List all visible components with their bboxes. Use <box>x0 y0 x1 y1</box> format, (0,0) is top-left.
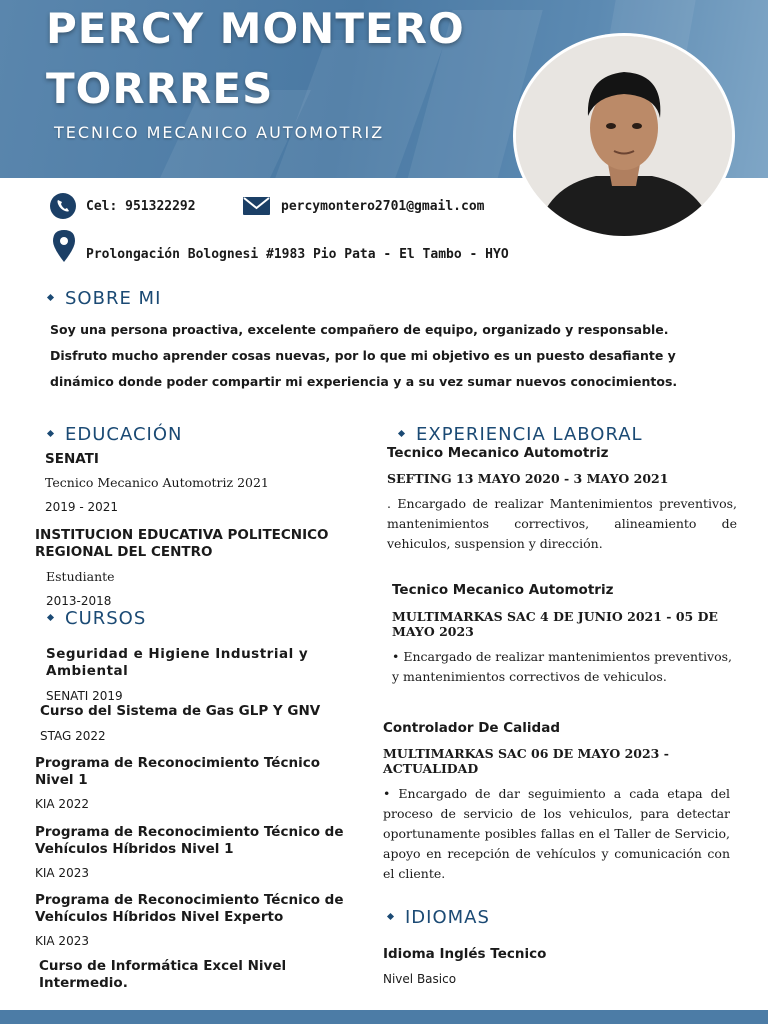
footer-bar <box>0 1010 768 1024</box>
experience-description: • Encargado de realizar mantenimientos preventivos, y mantenimientos correctivos de vehiculos. <box>392 649 733 684</box>
course-name: Seguridad e Higiene Industrial y Ambiental <box>46 646 309 679</box>
course-org: SENATI 2019 <box>46 689 123 703</box>
section-title-text: IDIOMAS <box>405 907 490 928</box>
profile-photo <box>516 36 732 236</box>
phone-number: Cel: 951322292 <box>86 199 196 214</box>
education-detail: Estudiante <box>46 569 115 584</box>
experience-role: Tecnico Mecanico Automotriz <box>387 445 609 461</box>
section-title-languages <box>388 907 490 928</box>
education-years: 2019 - 2021 <box>45 500 119 514</box>
course-name: Programa de Reconocimiento Técnico Nivel 1 <box>35 755 320 788</box>
education-detail: Tecnico Mecanico Automotriz 2021 <box>45 475 269 490</box>
section-title-text: CURSOS <box>65 608 147 629</box>
experience-role: Controlador De Calidad <box>383 720 560 736</box>
bullet-diamond-icon <box>47 293 54 300</box>
experience-role: Tecnico Mecanico Automotriz <box>392 582 614 598</box>
email-address: percymontero2701@gmail.com <box>281 199 485 214</box>
course-org: KIA 2023 <box>35 934 89 948</box>
bullet-diamond-icon <box>47 613 54 620</box>
education-years: 2013-2018 <box>46 594 112 608</box>
experience-description: • Encargado de dar seguimiento a cada etapa del proceso de servicio de los vehiculos, para detectar oportunamente posibles fallas en el Taller de Servicio, apoyo en recepción de vehículos y comunicación con el cliente. <box>383 786 730 881</box>
bullet-diamond-icon <box>47 429 54 436</box>
course-name: Programa de Reconocimiento Técnico de Vehículos Híbridos Nivel 1 <box>35 824 344 857</box>
language-level: Nivel Basico <box>383 972 457 986</box>
section-title-text: EXPERIENCIA LABORAL <box>416 424 643 445</box>
bullet-diamond-icon <box>387 912 394 919</box>
experience-company: MULTIMARKAS SAC 4 DE JUNIO 2021 - 05 DE MAYO 2023 <box>392 609 718 639</box>
language-name: Idioma Inglés Tecnico <box>383 946 547 962</box>
course-org: STAG 2022 <box>40 729 106 743</box>
course-org: KIA 2022 <box>35 797 89 811</box>
experience-description: . Encargado de realizar Mantenimientos preventivos, mantenimientos correctivos, alineamiento de vehiculos, suspension y dirección. <box>387 496 737 551</box>
name-line-1: PERCY MONTERO <box>46 4 465 53</box>
bullet-diamond-icon <box>398 429 405 436</box>
education-institution: INSTITUCION EDUCATIVA POLITECNICO REGIONAL DEL CENTRO <box>35 527 329 560</box>
experience-company: MULTIMARKAS SAC 06 DE MAYO 2023 - ACTUALIDAD <box>383 746 669 776</box>
name-line-2: TORRRES <box>46 64 274 113</box>
address: Prolongación Bolognesi #1983 Pio Pata - El Tambo - HYO <box>86 247 509 262</box>
course-name: Curso de Informática Excel Nivel Intermedio. <box>39 958 287 991</box>
phone-icon <box>50 193 76 219</box>
section-title-text: SOBRE MI <box>65 288 162 309</box>
section-title-text: EDUCACIÓN <box>65 424 183 445</box>
section-title-courses <box>48 608 146 629</box>
course-org: KIA 2023 <box>35 866 89 880</box>
course-name: Curso del Sistema de Gas GLP Y GNV <box>40 703 321 719</box>
job-title: TECNICO MECANICO AUTOMOTRIZ <box>54 123 385 142</box>
section-title-education <box>48 424 182 445</box>
about-text: Soy una persona proactiva, excelente compañero de equipo, organizado y responsable. Disfruto mucho aprender cosas nuevas, por lo que mi objetivo es un puesto desafiante y dinámico donde poder compartir mi experiencia y a su vez sumar nuevos conocimientos. <box>50 322 678 389</box>
course-name: Programa de Reconocimiento Técnico de Vehículos Híbridos Nivel Experto <box>35 892 344 925</box>
location-pin-icon <box>53 230 75 262</box>
section-title-about <box>48 288 161 309</box>
section-title-experience <box>399 424 643 445</box>
experience-company: SEFTING 13 MAYO 2020 - 3 MAYO 2021 <box>387 471 669 486</box>
email-icon <box>243 197 270 215</box>
education-institution: SENATI <box>45 451 99 467</box>
